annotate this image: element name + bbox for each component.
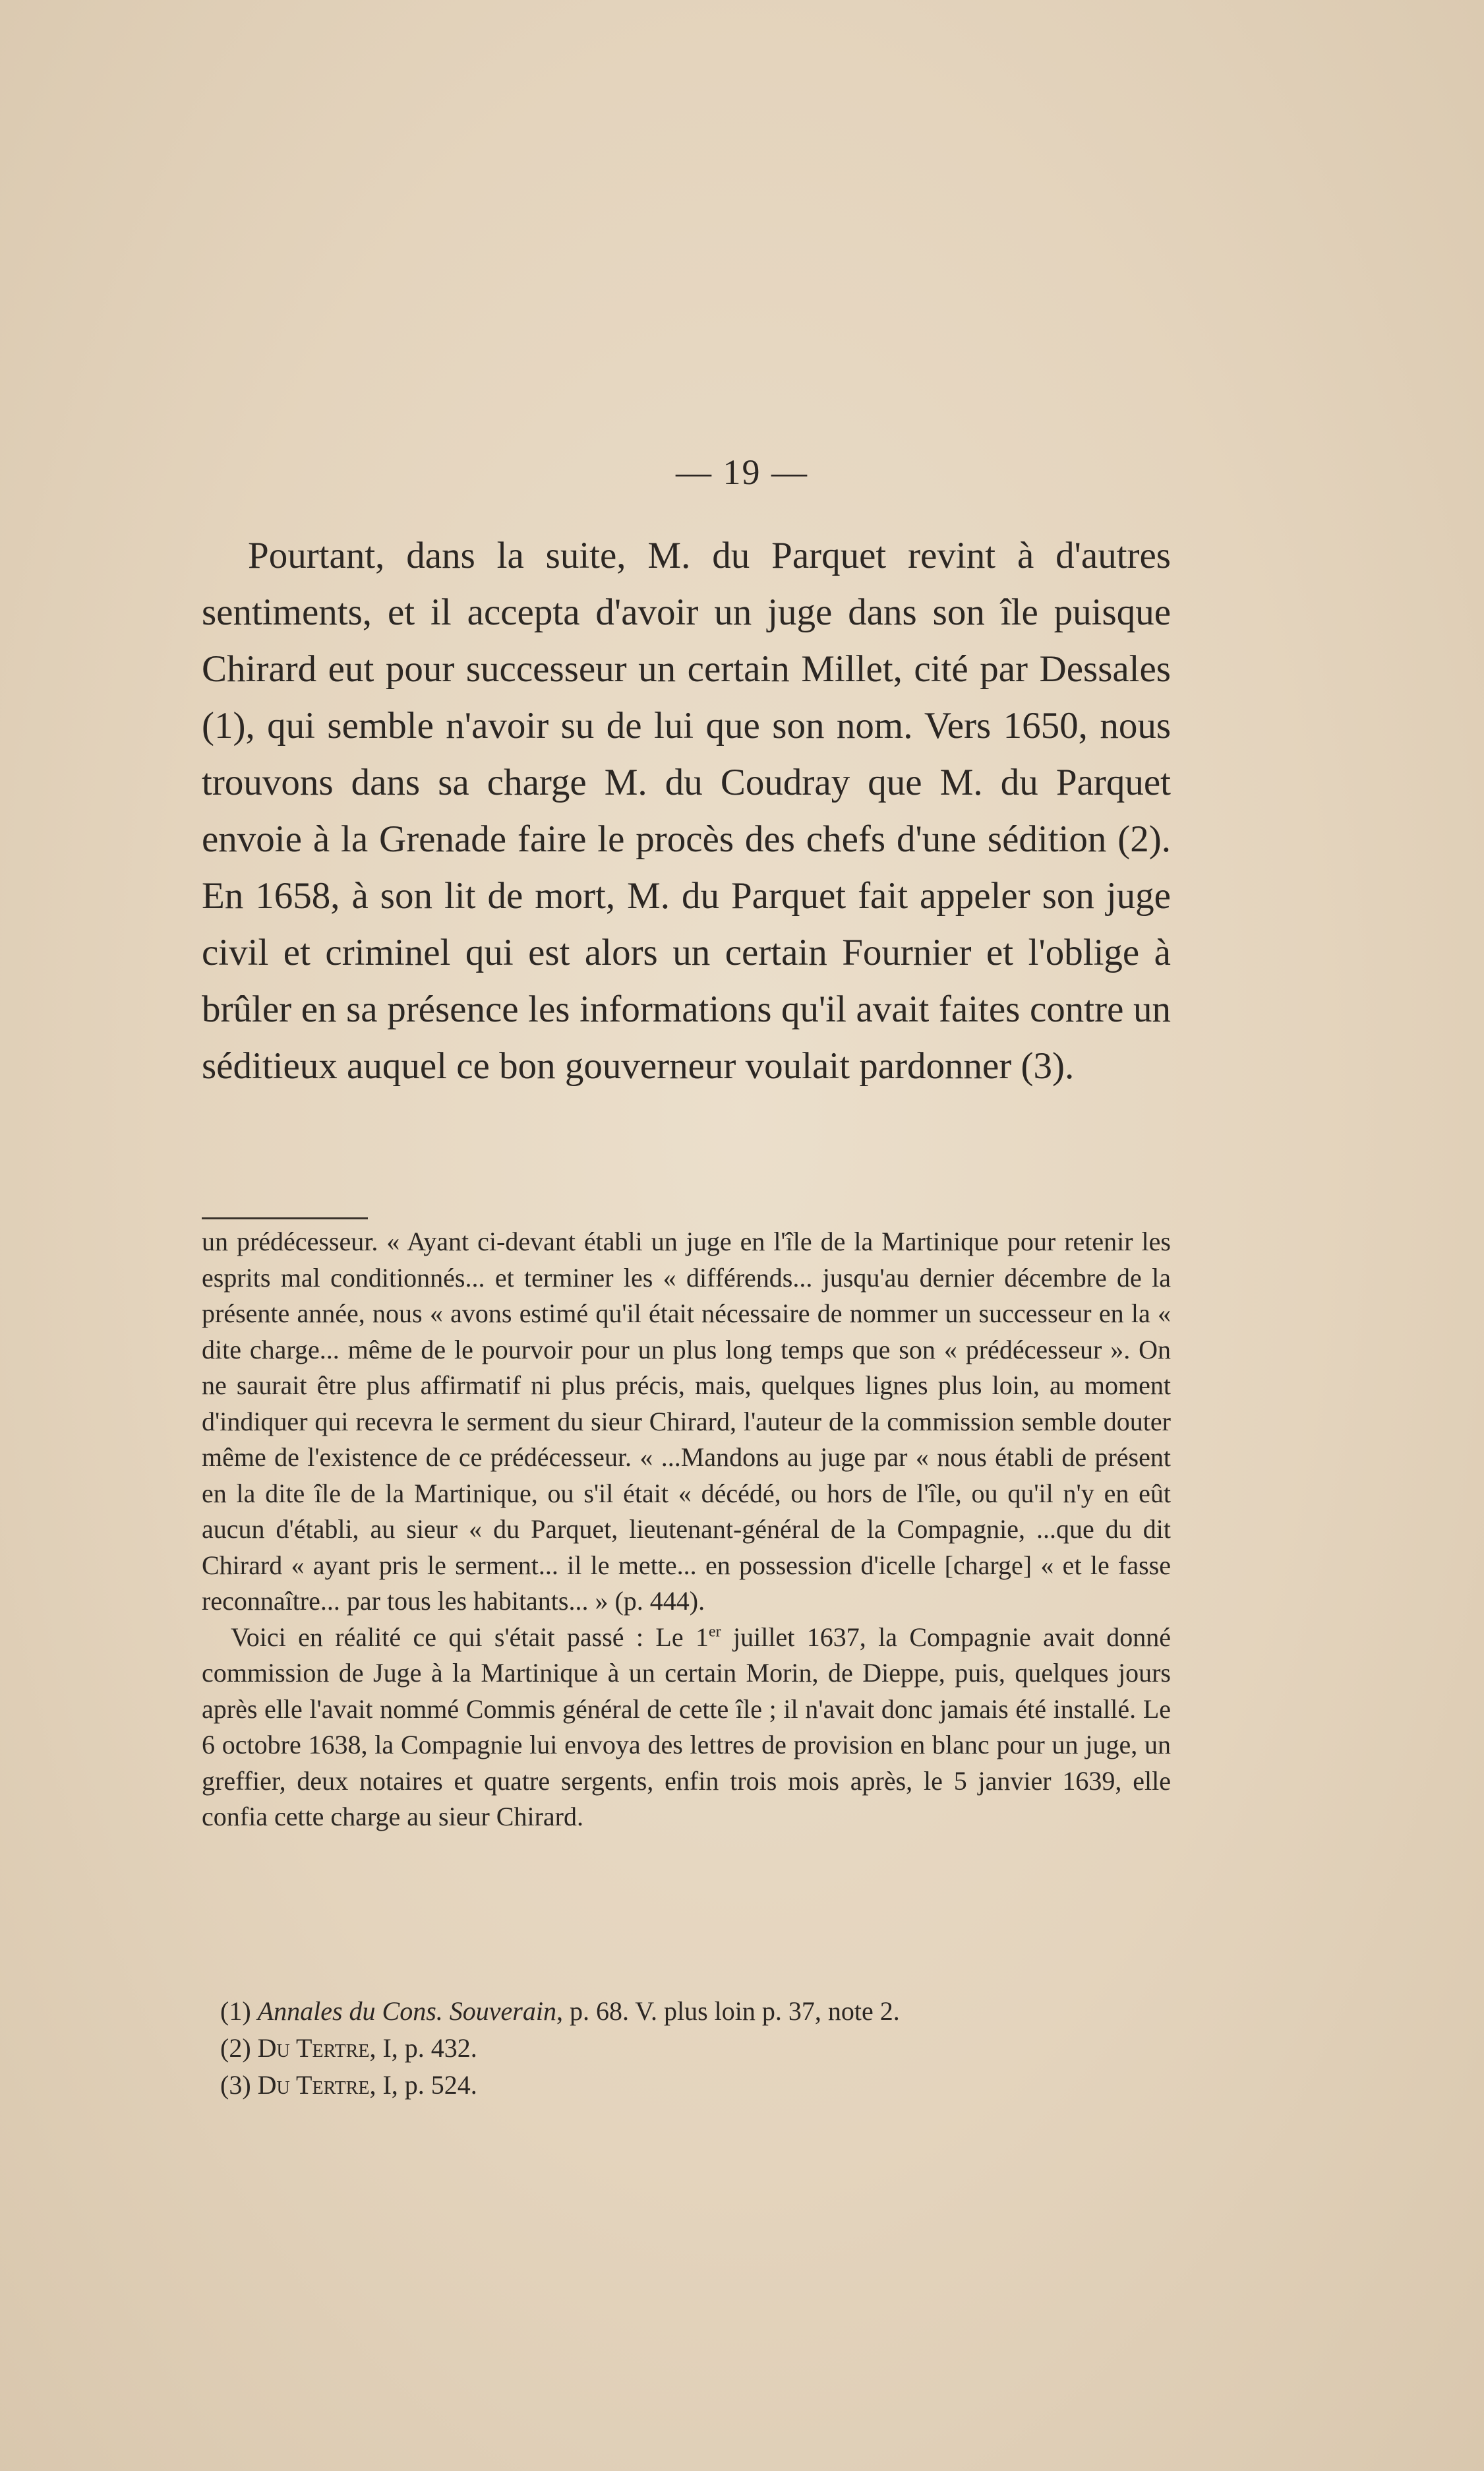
footnote-italic-title: Annales du Cons. Souverain (257, 1996, 556, 2026)
footnote-marker: (3) (220, 2070, 258, 2100)
continued-note-block (202, 1224, 1171, 1835)
footnote-reference: , p. 68. V. plus loin p. 37, note 2. (556, 1996, 900, 2026)
note-paragraph-end: juillet 1637, la Compagnie avait donné commission de Juge à la Martinique à un certain Morin, de Dieppe, puis, quelques jours après elle l'avait nommé Commis général de cette île ; il n'avait donc jamais été installé. Le 6 octobre 1638, la Compagnie lui envoya des lettres de provision en blanc pour un juge, un greffier, deux notaires et quatre sergents, enfin trois mois après, le 5 janvier 1639, elle confia cette charge au sieur Chirard. (202, 1622, 1171, 1831)
footnote-3 (220, 2067, 1170, 2104)
continued-note-text: un prédécesseur. « Ayant ci-devant établi un juge en l'île de la Martinique pour retenir les esprits mal conditionnés... et terminer les « différends... jusqu'au dernier décembre de la présente année, nous « avons estimé qu'il était nécessaire de nommer un successeur en la « dite charge... même de le pourvoir pour un plus long temps que son « prédécesseur ». On ne saurait être plus affirmatif ni plus précis, mais, quelques lignes plus loin, au moment d'indiquer qui recevra le serment du sieur Chirard, l'auteur de la commission semble douter même de l'existence de ce prédécesseur. « ...Mandons au juge par « nous établi de présent en la dite île de la Martinique, ou s'il était « décédé, ou hors de l'île, ou qu'il n'y en eût aucun d'établi, au sieur « du Parquet, lieutenant-général de la Compagnie, ...que du dit Chirard « ayant pris le serment... il le mette... en possession d'icelle [charge] « et le fasse reconnaître... par tous les habitants... » (p. 444). (202, 1227, 1171, 1616)
page-number: — 19 — (676, 452, 808, 492)
footnote-author: Du Tertre (257, 2070, 370, 2100)
footnote-2 (220, 2030, 1170, 2067)
body-paragraph: Pourtant, dans la suite, M. du Parquet revint à d'autres sentiments, et il accepta d'avoir un juge dans son île puisque Chirard eut pour successeur un certain Millet, cité par Dessales (1), qui semble n'avoir su de lui que son nom. Vers 1650, nous trouvons dans sa charge M. du Coudray que M. du Parquet envoie à la Grenade faire le procès des chefs d'une sédition (2). En 1658, à son lit de mort, M. du Parquet fait appeler son juge civil et criminel qui est alors un certain Fournier et l'oblige à brûler en sa présence les informations qu'il avait faites contre un séditieux auquel ce bon gouverneur voulait pardonner (3). (202, 535, 1171, 1087)
footnote-separator-rule (202, 1217, 368, 1219)
footnote-reference: , I, p. 432. (369, 2033, 477, 2063)
footnotes-list (220, 1993, 1170, 2104)
note-paragraph-start: Voici en réalité ce qui s'était passé : Le 1 (231, 1622, 709, 1652)
footnote-author: Du Tertre (257, 2033, 370, 2063)
note-paragraph-superscript: er (708, 1623, 721, 1641)
footnote-reference: , I, p. 524. (369, 2070, 477, 2100)
footnote-marker: (2) (220, 2033, 258, 2063)
footnote-1 (220, 1993, 1170, 2030)
note-paragraph (202, 1620, 1171, 1835)
footnote-marker: (1) (220, 1996, 258, 2026)
